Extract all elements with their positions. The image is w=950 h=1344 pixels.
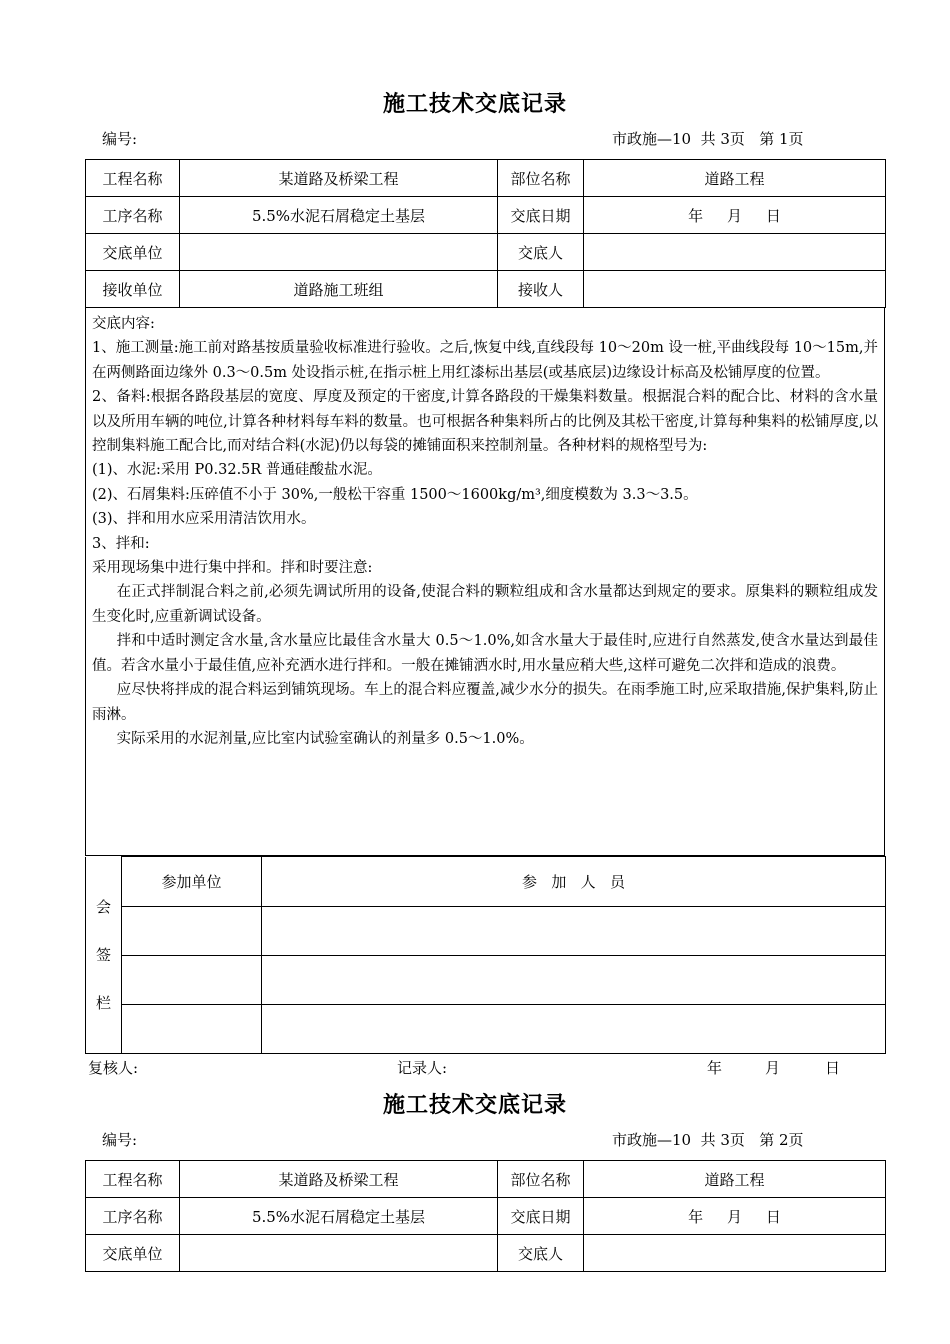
table-row <box>86 1005 886 1054</box>
value-project-name: 某道路及桥梁工程 <box>180 1161 498 1198</box>
label-handover-person: 交底人 <box>498 1235 584 1272</box>
value-handover-unit <box>180 1235 498 1272</box>
footer-month: 月 <box>765 1059 781 1077</box>
label-process-name: 工序名称 <box>86 197 180 234</box>
content-paragraph: (3)、拌和用水应采用清洁饮用水。 <box>92 511 316 528</box>
table-row <box>86 1235 886 1272</box>
signoff-table <box>85 856 886 1054</box>
value-handover-date: 年 月 日 <box>584 1198 886 1235</box>
content-paragraph: (2)、石屑集料:压碎值不小于 30%,一般松干容重 1500～1600kg/m³,细度模数为 3.3～3.5。 <box>92 486 698 503</box>
code-label: 编号: <box>102 1131 138 1149</box>
label-part-name: 部位名称 <box>498 1161 584 1198</box>
content-paragraph: 2、备料:根据各路段基层的宽度、厚度及预定的干密度,计算各路段的干燥集料数量。根据混合料的配合比、材料的含水量以及所用车辆的吨位,计算各种材料每车料的数量。也可根据各种集料所占的比例及其松干密度,计算每种集料的松铺厚度,以控制集料施工配合比,而对结合料(水泥)仍以每袋的摊铺面积来控制剂量。各种材料的规格型号为: <box>92 389 878 455</box>
participants-header: 参 加 人 员 <box>262 857 886 907</box>
value-handover-person <box>584 1235 886 1272</box>
table-row <box>86 907 886 956</box>
label-project-name: 工程名称 <box>86 1161 180 1198</box>
page-title: 施工技术交底记录 <box>382 1092 567 1118</box>
label-project-name: 工程名称 <box>86 160 180 197</box>
content-paragraph: 采用现场集中进行集中拌和。拌和时要注意: <box>92 560 373 577</box>
handover-content <box>85 308 885 856</box>
participating-unit-header: 参加单位 <box>122 857 262 907</box>
content-paragraph: 在正式拌制混合料之前,必须先调试所用的设备,使混合料的颗粒组成和含水量都达到规定的要求。原集料的颗粒组成发生变化时,应重新调试设备。 <box>92 584 878 625</box>
content-paragraph: 拌和中适时测定含水量,含水量应比最佳含水量大 0.5～1.0%,如含水量大于最佳时,应进行自然蒸发,使含水量达到最佳值。若含水量小于最佳值,应补充洒水进行拌和。一般在摊铺洒水时,用水量应稍大些,这样可避免二次拌和造成的浪费。 <box>92 633 878 674</box>
table-row <box>86 234 886 271</box>
value-part-name: 道路工程 <box>584 160 886 197</box>
table-row <box>86 1161 886 1198</box>
value-part-name: 道路工程 <box>584 1161 886 1198</box>
value-project-name: 某道路及桥梁工程 <box>180 160 498 197</box>
page-info: 市政施—10 共 3页 第 1页 <box>612 130 804 148</box>
unit-cell <box>122 1005 262 1054</box>
label-handover-unit: 交底单位 <box>86 234 180 271</box>
table-row <box>86 1198 886 1235</box>
reviewer-label: 复核人: <box>88 1059 139 1077</box>
unit-cell <box>122 956 262 1005</box>
page-title: 施工技术交底记录 <box>382 91 567 117</box>
value-receiving-unit: 道路施工班组 <box>180 271 498 308</box>
label-receiver: 接收人 <box>498 271 584 308</box>
content-heading: 交底内容: <box>92 316 155 332</box>
code-label: 编号: <box>102 130 138 148</box>
info-table <box>85 159 886 308</box>
label-handover-unit: 交底单位 <box>86 1235 180 1272</box>
value-handover-date: 年 月 日 <box>584 197 886 234</box>
content-paragraph: (1)、水泥:采用 P0.32.5R 普通硅酸盐水泥。 <box>92 462 382 479</box>
label-handover-date: 交底日期 <box>498 197 584 234</box>
value-process-name: 5.5%水泥石屑稳定土基层 <box>180 197 498 234</box>
unit-cell <box>122 907 262 956</box>
value-handover-unit <box>180 234 498 271</box>
content-paragraph: 1、施工测量:施工前对路基按质量验收标准进行验收。之后,恢复中线,直线段每 10～20m 设一桩,平曲线段每 10～15m,并在两侧路面边缘外 0.3～0.5m 处设指示桩,在指示桩上用红漆标出基层(或基底层)边缘设计标高及松铺厚度的位置。 <box>92 340 878 381</box>
signoff-side-label: 会 签 栏 <box>86 857 122 1054</box>
people-cell <box>262 907 886 956</box>
footer-day: 日 <box>825 1059 841 1077</box>
value-process-name: 5.5%水泥石屑稳定土基层 <box>180 1198 498 1235</box>
footer-year: 年 <box>707 1059 723 1077</box>
value-receiver <box>584 271 886 308</box>
content-paragraph: 3、拌和: <box>92 535 150 552</box>
value-handover-person <box>584 234 886 271</box>
page-info: 市政施—10 共 3页 第 2页 <box>612 1131 804 1149</box>
people-cell <box>262 956 886 1005</box>
label-part-name: 部位名称 <box>498 160 584 197</box>
label-receiving-unit: 接收单位 <box>86 271 180 308</box>
people-cell <box>262 1005 886 1054</box>
info-table <box>85 1160 886 1272</box>
label-handover-person: 交底人 <box>498 234 584 271</box>
content-paragraph: 实际采用的水泥剂量,应比室内试验室确认的剂量多 0.5～1.0%。 <box>116 730 534 747</box>
recorder-label: 记录人: <box>397 1059 448 1077</box>
label-process-name: 工序名称 <box>86 1198 180 1235</box>
table-row <box>86 956 886 1005</box>
table-row <box>86 271 886 308</box>
table-row <box>86 197 886 234</box>
table-row <box>86 857 886 907</box>
label-handover-date: 交底日期 <box>498 1198 584 1235</box>
table-row <box>86 160 886 197</box>
content-paragraph: 应尽快将拌成的混合料运到铺筑现场。车上的混合料应覆盖,减少水分的损失。在雨季施工时,应采取措施,保护集料,防止雨淋。 <box>92 682 878 723</box>
